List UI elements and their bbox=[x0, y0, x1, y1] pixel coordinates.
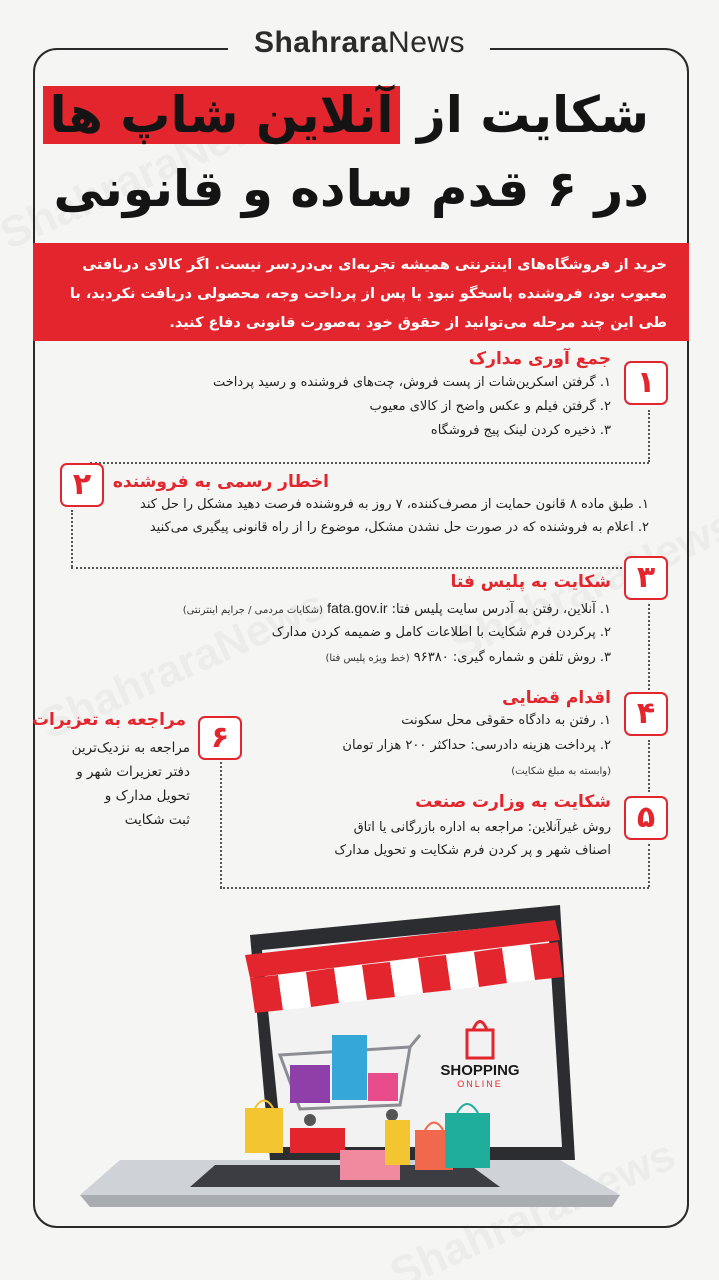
step-1-item: ۳. ذخیره کردن لینک پیج فروشگاه bbox=[430, 423, 611, 438]
step-6-text: مراجعه به نزدیک‌ترین دفتر تعزیرات شهر و تحویل مدارک و ثبت شکایت bbox=[71, 740, 190, 828]
step-3-item: ۱. آنلاین، رفتن به آدرس سایت پلیس فتا: fata.gov.ir (شکایات مردمی / جرایم اینترنتی) bbox=[182, 600, 611, 617]
step-2-item: ۱. طبق ماده ۸ قانون حمایت از مصرف‌کننده، ۷ روز به فروشنده فرصت دهید مشکل را حل کند bbox=[140, 497, 649, 512]
step-4-item: ۱. رفتن به دادگاه حقوقی محل سکونت bbox=[401, 713, 611, 728]
gift-box-icon bbox=[290, 1128, 345, 1153]
connector-line bbox=[71, 510, 73, 567]
step-6-title: مراجعه به تعزیرات bbox=[31, 710, 186, 730]
step-4-number: ۴ bbox=[624, 692, 668, 736]
step-2-number: ۲ bbox=[60, 463, 104, 507]
step-4-note: (وابسته به مبلغ شکایت) bbox=[511, 766, 611, 777]
connector-line bbox=[220, 762, 222, 888]
shopping-text: SHOPPING bbox=[440, 1062, 520, 1079]
connector-line bbox=[648, 410, 650, 462]
step-4-item: ۲. پرداخت هزینه دادرسی: حداکثر ۲۰۰ هزار تومان bbox=[342, 738, 611, 753]
connector-line bbox=[648, 740, 650, 792]
bag-icon bbox=[385, 1120, 410, 1165]
laptop-shopping-illustration bbox=[0, 895, 719, 1225]
step-2-item: ۲. اعلام به فروشنده که در صورت حل نشدن مشکل، موضوع را از راه قانونی پیگیری می‌کنید bbox=[149, 520, 649, 535]
step-3-title: شکایت به پلیس فتا bbox=[450, 572, 611, 592]
connector-line bbox=[648, 604, 650, 690]
page-title-line2: در ۶ قدم ساده و قانونی bbox=[53, 160, 649, 218]
step-3-item: ۳. روش تلفن و شماره گیری: ۹۶۳۸۰ (خط ویژه پلیس فتا) bbox=[325, 650, 611, 665]
step-5-title: شکایت به وزارت صنعت bbox=[415, 792, 611, 812]
step-5-item: روش غیرآنلاین: مراجعه به اداره بازرگانی یا اتاق bbox=[353, 820, 611, 835]
online-text: ONLINE bbox=[457, 1079, 503, 1089]
step-5-item: اصناف شهر و پر کردن فرم شکایت و تحویل مدارک bbox=[334, 843, 611, 858]
step-1-number: ۱ bbox=[624, 361, 668, 405]
connector-line bbox=[220, 887, 649, 889]
brand-logo: ShahraraNews bbox=[253, 26, 466, 59]
step-4-title: اقدام قضایی bbox=[502, 688, 611, 708]
fata-site-link[interactable]: fata.gov.ir bbox=[327, 600, 388, 616]
step-3-number: ۳ bbox=[624, 556, 668, 600]
page-title-line1: شکایت از آنلاین شاپ ها bbox=[43, 86, 649, 144]
bag-icon bbox=[445, 1113, 490, 1168]
connector-line bbox=[90, 462, 649, 464]
bag-icon bbox=[245, 1108, 283, 1153]
step-1-item: ۲. گرفتن فیلم و عکس واضح از کالای معیوب bbox=[369, 399, 611, 414]
step-1-item: ۱. گرفتن اسکرین‌شات از پست فروش، چت‌های فروشنده و رسید پرداخت bbox=[213, 375, 611, 390]
connector-line bbox=[648, 844, 650, 887]
intro-text: خرید از فروشگاه‌های اینترنتی همیشه تجربه‌ای بی‌دردسر نیست. اگر کالای دریافتی معیوب بود، فروشنده پاسخگو نبود یا پس از پرداخت وجه، محصولی دریافت نکردید، با طی این چند مرحله می‌توانید از حقوق خود به‌صورت قانونی دفاع کنید. bbox=[33, 243, 689, 341]
connector-line bbox=[71, 567, 626, 569]
step-2-title: اخطار رسمی به فروشنده bbox=[112, 472, 329, 492]
title-highlight: آنلاین شاپ ها bbox=[43, 86, 399, 144]
step-6-number: ۶ bbox=[198, 716, 242, 760]
step-1-title: جمع آوری مدارک bbox=[468, 349, 611, 369]
step-5-number: ۵ bbox=[624, 796, 668, 840]
step-3-item: ۲. پرکردن فرم شکایت با اطلاعات کامل و ضمیمه کردن مدارک bbox=[271, 625, 611, 640]
